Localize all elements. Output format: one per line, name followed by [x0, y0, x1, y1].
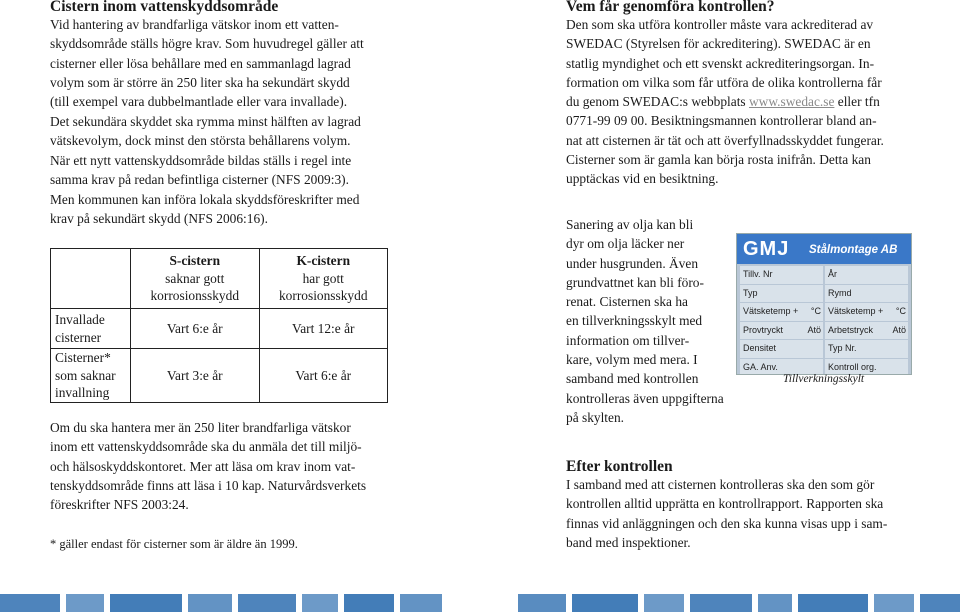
paragraph-sanering: Sanering av olja kan bli dyr om olja läcker ner under husgrunden. Även grundvattnet kan bli föro- renat. Cisternen ska ha en tillverkningsskylt med information om tillver- kare, volym med mera. I samband med kontrollen kontrolleras även uppgifterna på skylten. — [566, 217, 724, 425]
plate-row: Provtryckt Atö Arbetstryck Atö — [740, 322, 908, 340]
plate-header — [737, 234, 911, 264]
decorative-stripe-left — [0, 594, 442, 612]
footnote: * gäller endast för cisterner som är äldre än 1999. — [50, 537, 298, 551]
cell-value: Vart 6:e år — [131, 309, 260, 349]
header-s-cistern: S-cistern saknar gott korrosionsskydd — [131, 249, 260, 309]
cell-value: Vart 12:e år — [259, 309, 388, 349]
plate-row: Vätsketemp + °C Vätsketemp + °C — [740, 303, 908, 321]
plate-row: Tillv. Nr År — [740, 266, 908, 284]
table-corner-cell — [51, 249, 131, 309]
paragraph-report-duty: Om du ska hantera mer än 250 liter brandfarliga vätskor inom ett vattenskyddsområde ska du anmäla det till miljö- och hälsoskyddskontoret. Mer att läsa om krav inom vat- tenskyddsområde finns att läsa i 10 kap. Naturvårdsverkets föreskrifter NFS 2003:24. — [50, 420, 367, 513]
plate-grid — [737, 264, 911, 375]
plate-logo: GMJ — [743, 238, 790, 260]
table-row — [51, 349, 388, 403]
plate-row: GA. Anv. Kontroll org. — [740, 359, 908, 376]
cell-value: Vart 3:e år — [131, 349, 260, 403]
paragraph-secondary-protection: Det sekundära skyddet ska rymma minst hälften av lagrad vätskevolym, dock minst den största behållarens volym. — [50, 114, 361, 149]
paragraph-intro: Vid hantering av brandfarliga vätskor inom ett vatten- skyddsområde ställs högre krav. Som huvudregel gäller att cisterner eller lösa behållare med en sammanlagd lagrad volym som är större än 250 liter ska ha sekundärt skydd (till exempel vara dubbelmantlade eller vara invallade). — [50, 17, 364, 110]
stripe-blocks — [0, 594, 442, 612]
plate-row: Densitet Typ Nr. — [740, 340, 908, 358]
paragraph-new-area: När ett nytt vattenskyddsområde bildas ställs i regel inte samma krav på redan befintliga cisterner (NFS 2009:3). Men kommunen kan införa lokala skyddsföreskrifter med krav på sekundärt skydd (NFS 2006:16). — [50, 153, 360, 226]
paragraph-after-inspection: I samband med att cisternen kontrolleras ska den som gör kontrollen alltid upprätta en kontrollrapport. Rapporten ska finnas vid anläggningen och den ska kunna visas upp i sam- band med inspektioner. — [566, 477, 888, 550]
cell-value: Vart 6:e år — [259, 349, 388, 403]
stripe-pattern-right — [518, 594, 960, 612]
decorative-stripe-right — [518, 594, 960, 612]
section-heading-after-inspection: Efter kontrollen — [566, 458, 673, 475]
stripe-pattern-left — [0, 594, 442, 612]
row-head-invallade: Invallade cisterner — [51, 309, 131, 349]
table-header-row — [51, 249, 388, 309]
manufacturer-plate-image — [736, 233, 912, 375]
row-head-utan-invallning: Cisterner* som saknar invallning — [51, 349, 131, 403]
section-heading-who-inspects: Vem får genomföra kontrollen? — [566, 0, 775, 15]
paragraph-accreditation: Den som ska utföra kontroller måste vara ackrediterad av SWEDAC (Styrelsen för ackreditering). SWEDAC är en statlig myndighet och ett svenskt ackrediteringsorgan. In- formation om vilka som får utföra de olika kontrollerna får du genom SWEDAC:s webbplats www.swedac.se eller tfn 0771-99 09 00. Besiktningsmannen kontrollerar bland an- nat att cisternen är tät och att överfyllnadsskyddet fungerar. Cisterner som är gamla kan börja rosta inifrån. Detta kan upptäckas vid en besiktning. — [566, 17, 884, 187]
table-row — [51, 309, 388, 349]
plate-brand: Stålmontage AB — [809, 244, 898, 256]
image-caption: Tillverkningsskylt — [783, 373, 865, 385]
header-k-cistern: K-cistern har gott korrosionsskydd — [259, 249, 388, 309]
plate-row: Typ Rymd — [740, 285, 908, 303]
inspection-interval-table — [50, 248, 388, 403]
swedac-link[interactable]: www.swedac.se — [749, 94, 835, 110]
stripe-blocks — [518, 594, 960, 612]
section-heading-cistern: Cistern inom vattenskyddsområde — [50, 0, 279, 15]
